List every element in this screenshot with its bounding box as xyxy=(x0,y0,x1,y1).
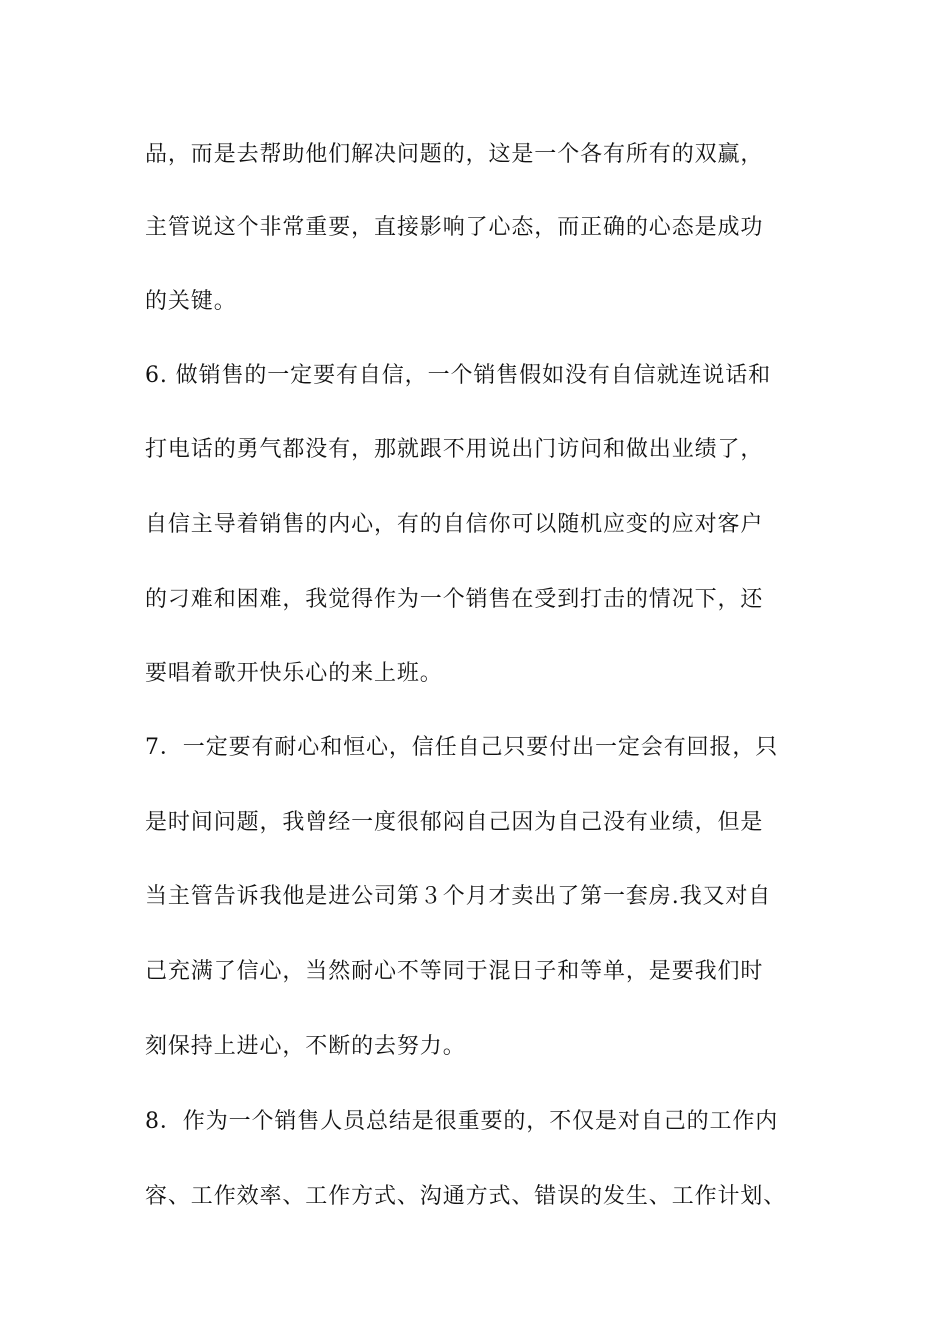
text-line: 6. 做销售的一定要有自信，一个销售假如没有自信就连说话和 xyxy=(145,363,772,388)
text-line: 品，而是去帮助他们解决问题的，这是一个各有所有的双赢， xyxy=(145,142,764,167)
text-line: 要唱着歌开快乐心的来上班。 xyxy=(145,661,443,686)
text-line: 的刁难和困难，我觉得作为一个销售在受到打击的情况下，还 xyxy=(145,587,764,612)
text-line: 自信主导着销售的内心，有的自信你可以随机应变的应对客户 xyxy=(145,512,764,537)
text-line: 己充满了信心，当然耐心不等同于混日子和等单，是要我们时 xyxy=(145,959,764,984)
text-line: 容、工作效率、工作方式、沟通方式、错误的发生、工作计划、 xyxy=(145,1184,787,1209)
text-line: 主管说这个非常重要，直接影响了心态，而正确的心态是成功 xyxy=(145,215,764,240)
text-line: 是时间问题，我曾经一度很郁闷自己因为自己没有业绩，但是 xyxy=(145,810,764,835)
text-line: 打电话的勇气都没有，那就跟不用说出门访问和做出业绩了， xyxy=(145,437,764,462)
text-line: 的关键。 xyxy=(145,289,237,314)
text-line: 刻保持上进心，不断的去努力。 xyxy=(145,1034,466,1059)
text-line: 7．一定要有耐心和恒心，信任自己只要付出一定会有回报，只 xyxy=(145,735,779,760)
text-line: 当主管告诉我他是进公司第３个月才卖出了第一套房.我又对自 xyxy=(145,884,772,909)
text-line: 8．作为一个销售人员总结是很重要的，不仅是对自己的工作内 xyxy=(145,1109,779,1134)
